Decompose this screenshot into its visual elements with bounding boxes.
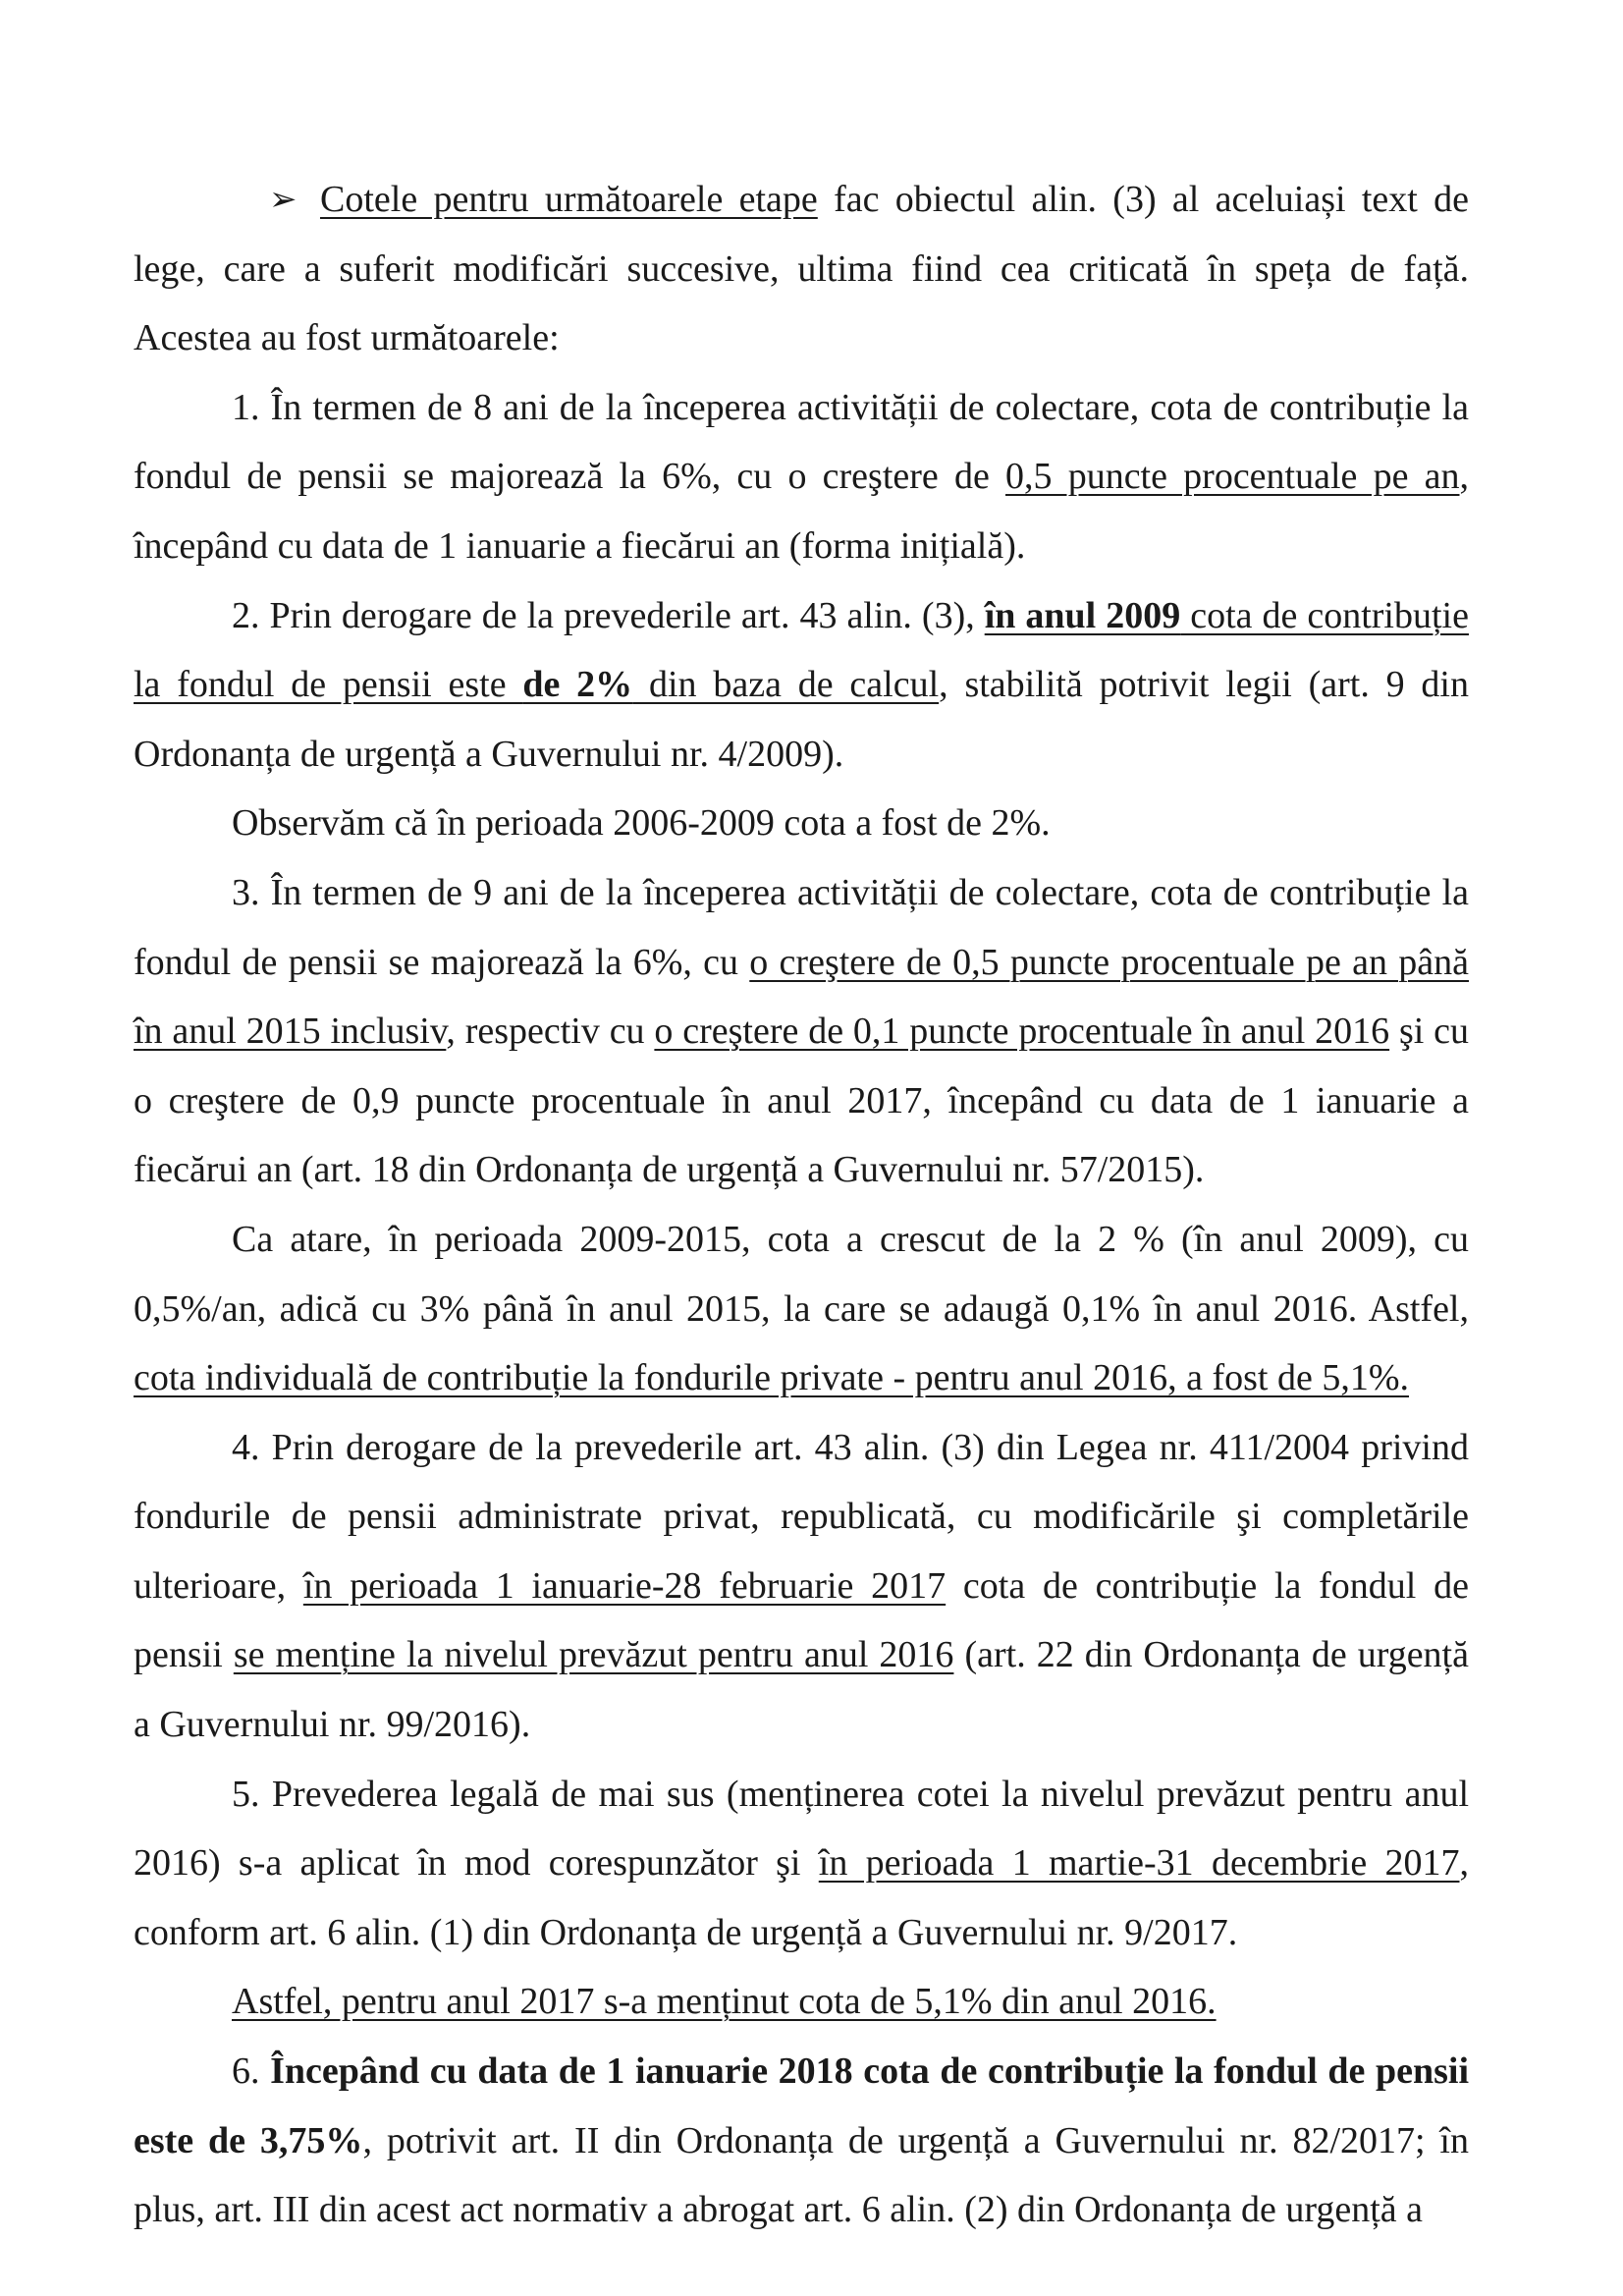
text-run: şi cu o creştere de 0,9 puncte procentuale în anul 2017, începând cu data de 1 ianuarie a fiecărui an (art. 18 din Ordonanța de urgență a Guvernului nr. 57/2015). — [134, 1011, 1469, 1191]
text-run: 1. În termen de 8 ani de la începerea activității de colectare, cota de contribuție la fondul de pensii se majorează la 6%, cu o creştere de — [134, 386, 1469, 498]
text-run: , respectiv cu — [446, 1011, 655, 1053]
underlined-phrase: din baza de calcul — [632, 664, 940, 706]
underlined-phrase: Astfel, pentru anul 2017 s-a menținut cota de 5,1% din anul 2016. — [232, 1981, 1217, 2023]
paragraph-item-1 — [134, 373, 1469, 581]
document-body — [134, 165, 1469, 2245]
paragraph-conclusion-2016 — [134, 1205, 1469, 1413]
text-run: , stabilită potrivit legii (art. 9 din Ordonanța de urgență a Guvernului nr. 4/2009). — [134, 664, 1469, 775]
bold-underlined-phrase: de 2% — [522, 664, 633, 706]
text-run: , potrivit art. II din Ordonanța de urgență a Guvernului nr. 82/2017; în plus, art. III din acest act normativ a abrogat art. 6 alin. (2) din Ordonanța de urgență a — [134, 2119, 1469, 2231]
paragraph-conclusion-2017 — [134, 1967, 1469, 2037]
paragraph-observation — [134, 789, 1469, 858]
paragraph-item-2 — [134, 581, 1469, 790]
text-run: 2. Prin derogare de la prevederile art. 43 alin. (3), — [232, 594, 985, 636]
text-run: 3. În termen de 9 ani de la începerea activității de colectare, cota de contribuție la fondul de pensii se majorează la 6%, cu — [134, 871, 1469, 983]
bold-underlined-phrase: în anul 2009 — [984, 594, 1181, 636]
underlined-phrase: cota de contribuție la fondul de pensii este — [134, 594, 1469, 706]
underlined-phrase: în perioada 1 ianuarie-28 februarie 2017 — [302, 1564, 947, 1607]
text-run: Ca atare, în perioada 2009-2015, cota a crescut de la 2 % (în anul 2009), cu 0,5%/an, adică cu 3% până în anul 2015, la care se adaugă 0,1% în anul 2016. Astfel, — [134, 1218, 1469, 1330]
underlined-phrase: Cotele pentru următoarele etape — [320, 179, 818, 220]
arrow-bullet-icon: ➢ — [269, 180, 298, 219]
text-run: (art. 22 din Ordonanța de urgență a Guvernului nr. 99/2016). — [134, 1634, 1469, 1746]
paragraph-item-4 — [134, 1413, 1469, 1760]
paragraph-item-3 — [134, 858, 1469, 1205]
paragraph-stages-intro — [134, 165, 1469, 373]
paragraph-item-6 — [134, 2037, 1469, 2245]
text-run: Observăm că în perioada 2006-2009 cota a fost de 2%. — [232, 802, 1051, 845]
text-run: cota de contribuție la fondul de pensii — [134, 1564, 1469, 1676]
text-run: 6. — [232, 2050, 271, 2093]
bold-phrase: Începând cu data de 1 ianuarie 2018 cota de contribuție la fondul de pensii este de 3,75% — [134, 2050, 1469, 2161]
text-run: , conform art. 6 alin. (1) din Ordonanța de urgență a Guvernului nr. 9/2017. — [134, 1842, 1469, 1953]
text-run: 4. Prin derogare de la prevederile art. 43 alin. (3) din Legea nr. 411/2004 privind fondurile de pensii administrate privat, republicată, cu modificările şi completările ulterioare, — [134, 1426, 1469, 1607]
text-run: , începând cu data de 1 ianuarie a fiecărui an (forma inițială). — [134, 456, 1469, 567]
underlined-phrase: 0,5 puncte procentuale pe an — [1005, 456, 1460, 498]
text-run: fac obiectul alin. (3) al aceluiași text de lege, care a suferit modificări succesive, ultima fiind cea criticată în speța de față. Acestea au fost următoarele: — [134, 179, 1470, 359]
underlined-phrase: cota individuală de contribuție la fondurile private - pentru anul 2016, a fost de 5,1%. — [134, 1357, 1409, 1399]
underlined-phrase: o creştere de 0,1 puncte procentuale în anul 2016 — [654, 1011, 1390, 1053]
underlined-phrase: o creştere de 0,5 puncte procentuale pe an până în anul 2015 inclusiv — [134, 941, 1469, 1053]
underlined-phrase: se menține la nivelul prevăzut pentru anul 2016 — [233, 1634, 954, 1676]
paragraph-item-5 — [134, 1760, 1469, 1968]
text-run: 5. Prevederea legală de mai sus (menținerea cotei la nivelul prevăzut pentru anul 2016) s-a aplicat în mod corespunzător şi — [134, 1773, 1469, 1885]
underlined-phrase: în perioada 1 martie-31 decembrie 2017 — [818, 1842, 1460, 1885]
